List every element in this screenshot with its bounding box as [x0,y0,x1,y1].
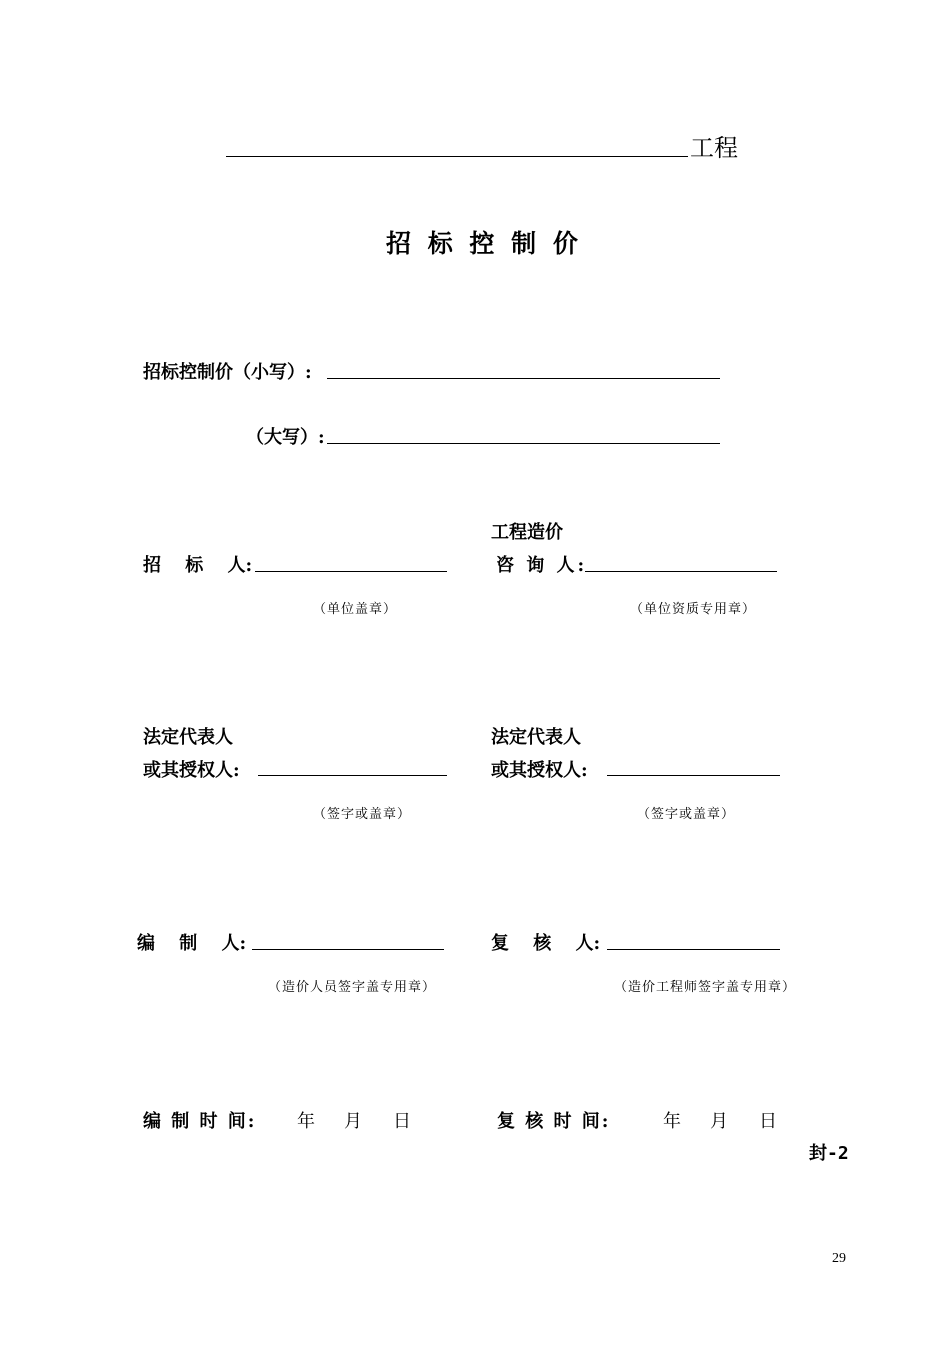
tenderer-field[interactable] [255,571,447,572]
compiler-field[interactable] [252,949,444,950]
reviewer-label: 复 核 人: [491,933,601,954]
consultant-label-line2: 咨 询 人: [496,555,588,576]
review-time-year[interactable]: 年 [663,1111,681,1132]
project-suffix: 工程 [690,134,738,162]
compile-time-label: 编 制 时 间: [143,1111,257,1132]
price-upper-label: （大写）: [246,427,325,448]
review-time-day[interactable]: 日 [759,1111,777,1132]
form-code: 封-2 [809,1143,849,1164]
legal-rep-right-line2: 或其授权人: [491,760,588,781]
tenderer-label: 招 标 人: [143,555,253,576]
legal-rep-left-note: （签字或盖章） [313,807,412,822]
page-number: 29 [832,1251,846,1266]
compile-time-month[interactable]: 月 [344,1111,362,1132]
compiler-label: 编 制 人: [137,933,247,954]
legal-rep-left-line2: 或其授权人: [143,760,240,781]
review-time-label: 复 核 时 间: [497,1111,611,1132]
price-upper-field[interactable] [327,443,720,444]
price-lower-field[interactable] [327,378,720,379]
price-lower-label: 招标控制价（小写）: [143,362,312,383]
legal-rep-left-line1: 法定代表人 [143,727,233,748]
consultant-label-line1: 工程造价 [491,522,563,543]
consultant-note: （单位资质专用章） [630,602,757,617]
compiler-note: （造价人员签字盖专用章） [268,980,437,995]
project-name-line [226,156,688,157]
tenderer-note: （单位盖章） [313,602,398,617]
consultant-field[interactable] [585,571,777,572]
page-title: 招 标 控 制 价 [386,229,582,258]
compile-time-day[interactable]: 日 [393,1111,411,1132]
compile-time-year[interactable]: 年 [297,1111,315,1132]
legal-rep-right-line1: 法定代表人 [491,727,581,748]
legal-rep-right-note: （签字或盖章） [637,807,736,822]
reviewer-field[interactable] [607,949,780,950]
reviewer-note: （造价工程师签字盖专用章） [614,980,797,995]
legal-rep-left-field[interactable] [258,775,447,776]
review-time-month[interactable]: 月 [710,1111,728,1132]
legal-rep-right-field[interactable] [607,775,780,776]
